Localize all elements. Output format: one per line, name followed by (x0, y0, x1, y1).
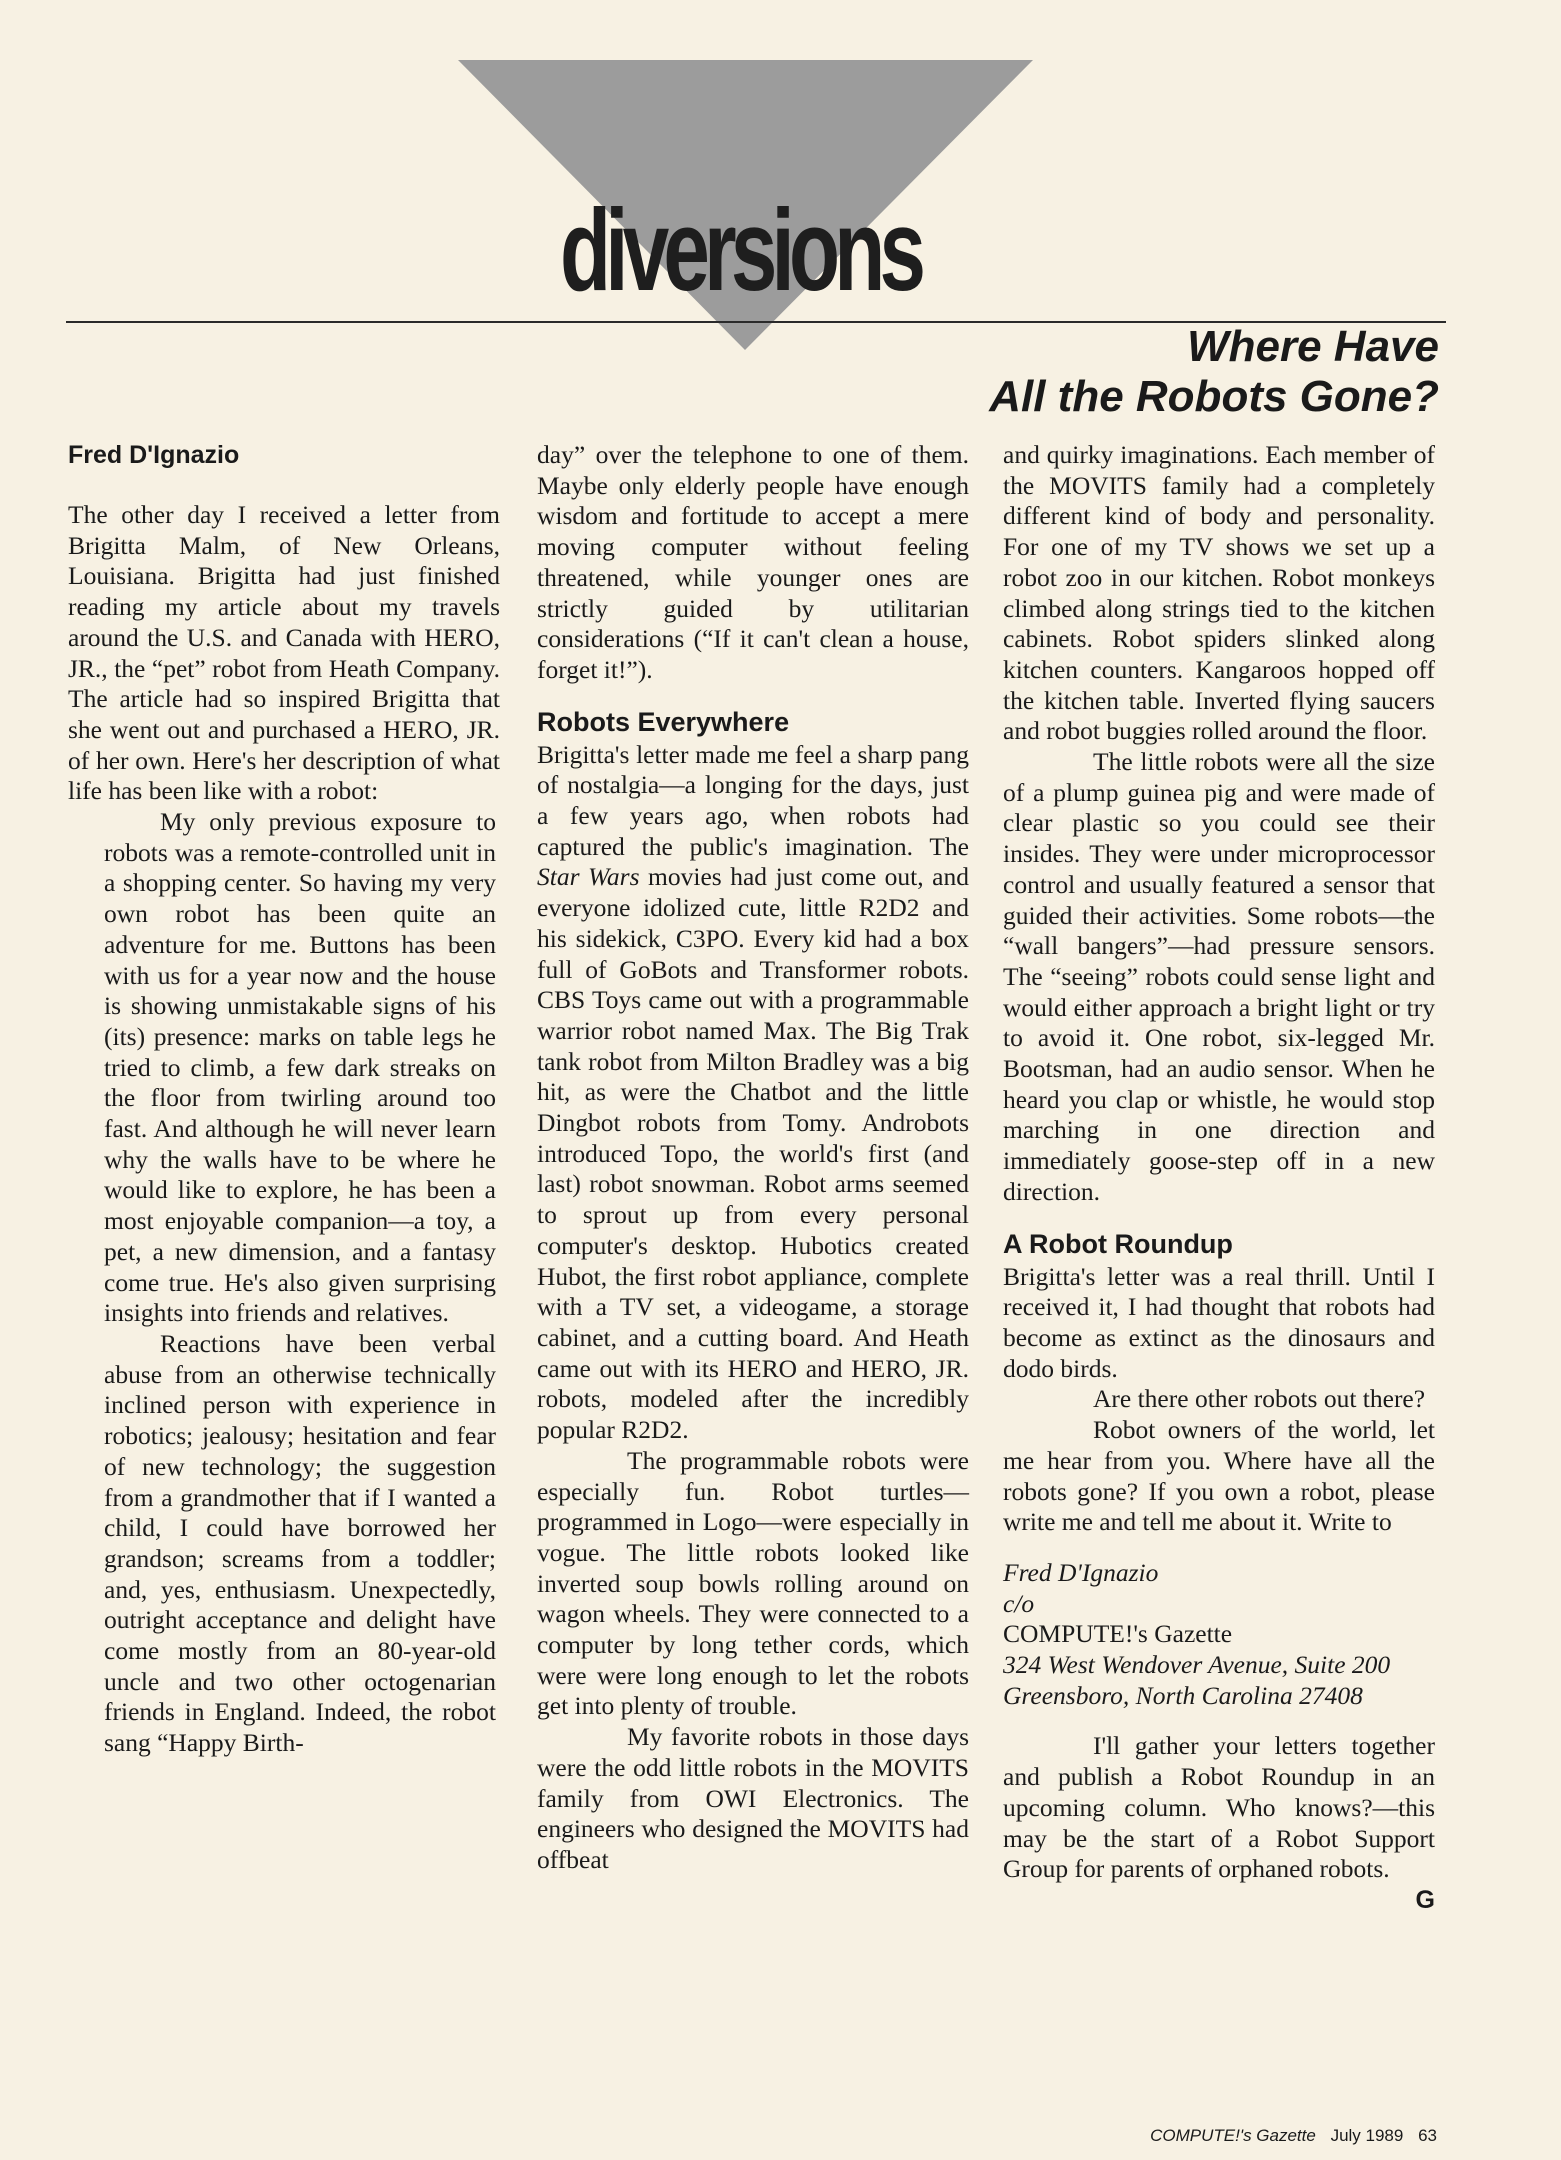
paragraph: The little robots were all the size of a plump guinea pig and were made of clear plastic so you could see their insides. They were under microprocessor control and usually featured a sensor that guided their activities. Some robots—the “wall bangers”—had pressure sensors. The “seeing” robots could sense light and would either approach a bright light or try to avoid it. One robot, six-legged Mr. Bootsman, had an audio sensor. When he heard you clap or whistle, he would stop marching in one direction and immediately goose-step off in a new direction. (1003, 747, 1435, 1206)
address-line: Fred D'Ignazio (1003, 1557, 1159, 1587)
paragraph (1003, 1731, 1435, 1914)
address-line: Greensboro, North Carolina 27408 (1003, 1680, 1363, 1710)
mailing-address (1003, 1558, 1435, 1712)
quote-paragraph: My only previous exposure to robots was a remote-controlled unit in a shopping center. So having my very own robot has been quite an adventure for me. Buttons has been with us for a year now and the house is showing unmistakable signs of his (its) presence: marks on table legs he tried to climb, a few dark streaks on the floor from twirling around too fast. And although he will never learn why the walls have to be where he would like to explore, he has been a most enjoyable companion—a toy, a pet, a new dimension, and a fantasy come true. He's also given surprising insights into friends and relatives. (104, 807, 496, 1328)
paragraph: Brigitta's letter was a real thrill. Until I received it, I had thought that robots had become as extinct as the dinosaurs and dodo birds. (1003, 1261, 1435, 1383)
subhead-robot-roundup: A Robot Roundup (1003, 1228, 1233, 1259)
footer-page-number: 63 (1418, 2126, 1437, 2145)
section-title: diversions (560, 185, 921, 315)
paragraph: The programmable robots were especially fun. Robot turtles—programmed in Logo—were especially in vogue. The little robots looked like inverted soup bowls rolling around on wagon wheels. They were connected to a computer by long tether cords, which were were long enough to let the robots get into plenty of trouble. (537, 1445, 969, 1721)
byline: Fred D'Ignazio (68, 441, 240, 469)
paragraph: The other day I received a letter from Brigitta Malm, of New Orleans, Louisiana. Brigitta had just finished reading my article about my travels around the U.S. and Canada with HERO, JR., the “pet” robot from Heath Company. The article had so inspired Brigitta that she went out and purchased a HERO, JR. of her own. Here's her description of what life has been like with a robot: (68, 500, 500, 806)
column-1 (68, 440, 500, 1759)
paragraph: and quirky imaginations. Each member of the MOVITS family had a completely different kind of body and personality. For one of my TV shows we set up a robot zoo in our kitchen. Robot monkeys climbed along strings tied to the kitchen cabinets. Robot spiders slinked along kitchen counters. Kangaroos hopped off the kitchen table. Inverted flying saucers and robot buggies rolled around the floor. (1003, 440, 1435, 746)
article-title-line2: All the Robots Gone? (989, 372, 1439, 421)
paragraph: Are there other robots out there? (1093, 1384, 1426, 1414)
address-line: 324 West Wendover Avenue, Suite 200 (1003, 1650, 1391, 1680)
paragraph-text: I'll gather your letters together and publish a Robot Roundup in an upcoming column. Who knows?—this may be the start of a Robot Support Group for parents of orphaned robots. (1003, 1731, 1435, 1884)
quote-paragraph: Reactions have been verbal abuse from an otherwise technically inclined person with experience in robotics; jealousy; hesitation and fear of new technology; the suggestion from a grandmother that if I wanted a child, I could have borrowed her grandson; screams from a toddler; and, yes, enthusiasm. Unexpectedly, outright acceptance and delight have come mostly from an 80-year-old uncle and two other octogenarian friends in England. Indeed, the robot sang “Happy Birth- (104, 1328, 496, 1758)
article-title (839, 322, 1439, 422)
paragraph (537, 740, 969, 1446)
footer-date: July 1989 (1330, 2126, 1404, 2145)
address-line: c/o COMPUTE!'s Gazette (1003, 1588, 1233, 1649)
page-footer (1140, 2126, 1437, 2146)
article-title-line1: Where Have (1187, 322, 1439, 371)
paragraph: day” over the telephone to one of them. Maybe only elderly people have enough wisdom and fortitude to accept a mere moving computer without feeling threatened, while younger ones are strictly guided by utilitarian considerations (“If it can't clean a house, forget it!”). (537, 440, 969, 684)
column-3 (1003, 440, 1435, 1916)
paragraph-text: movies had just come out, and everyone idolized cute, little R2D2 and his sidekick, C3PO. Every kid had a box full of GoBots and Transformer robots. CBS Toys came out with a programmable warrior robot named Max. The Big Trak tank robot from Milton Bradley was a big hit, as were the Chatbot and the little Dingbot robots from Tomy. Androbots introduced Topo, the world's first (and last) robot snowman. Robot arms seemed to sprout up from every personal computer's desktop. Hubotics created Hubot, the first robot appliance, complete with a TV set, a videogame, a storage cabinet, and a cutting board. And Heath came out with its HERO and HERO, JR. robots, modeled after the incredibly popular R2D2. (537, 862, 969, 1445)
column-2 (537, 440, 969, 1876)
italic-title: Star Wars (537, 862, 640, 892)
end-mark: G (1415, 1885, 1435, 1914)
paragraph: Robot owners of the world, let me hear from you. Where have all the robots gone? If you own a robot, please write me and tell me about it. Write to (1003, 1415, 1435, 1537)
paragraph: My favorite robots in those days were the odd little robots in the MOVITS family from OWI Electronics. The engineers who designed the MOVITS had offbeat (537, 1722, 969, 1874)
footer-magazine: COMPUTE!'s Gazette (1150, 2126, 1316, 2145)
paragraph-text: Brigitta's letter made me feel a sharp pang of nostalgia—a longing for the days, just a few years ago, when robots had captured the public's imagination. The (537, 739, 969, 861)
subhead-robots-everywhere: Robots Everywhere (537, 706, 790, 737)
